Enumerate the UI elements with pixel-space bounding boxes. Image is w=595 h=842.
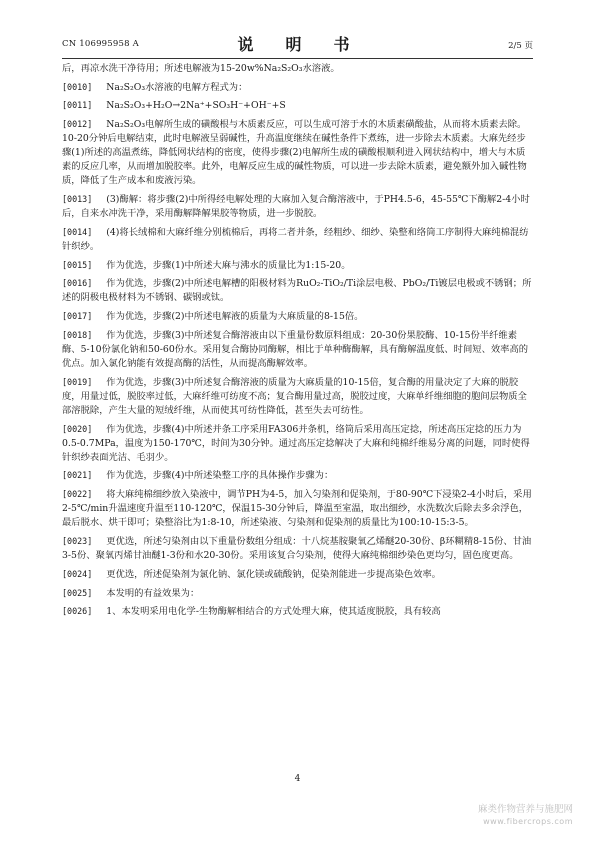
paragraph-text: 1、本发明采用电化学-生物酶解相结合的方式处理大麻，使其适度脱胶，具有较高 <box>106 606 441 618</box>
page-number: 4 <box>294 774 301 784</box>
paragraph-text: Na₂S₂O₃电解所生成的磺酸根与木质素反应，可以生成可溶于水的木质素磺酸盐，从而将木质素去除。10-20分钟后电解结束，此时电解液呈弱碱性，升高温度继续在碱性条件下煮练，进一步除去木质素。大麻先经步骤(1)所述的高温煮练，降低网状结构的密度，使得步骤(2)电解所生成的磺酸根顺利进入网状结构中，增大与木质素的反应几率，从而增加脱胶率。此外，电解反应生成的碱性物质，可以进一步去除木质素，避免额外加入碱性物质，降低了生产成本和废液污染。 <box>62 119 527 187</box>
doc-number: CN 106995958 A <box>62 39 139 49</box>
paragraph <box>62 258 533 273</box>
paragraph <box>62 468 533 483</box>
paragraph <box>62 487 533 530</box>
paragraph-number: [0015] <box>62 259 93 270</box>
site-watermark <box>478 804 573 828</box>
paragraph <box>62 192 533 221</box>
paragraph-text: 更优选，所述促染剂为氯化钠、氯化镁或硫酸钠，促染剂能进一步提高染色效率。 <box>106 568 441 580</box>
paragraph <box>62 98 533 113</box>
watermark-site-name: 麻类作物营养与施肥网 <box>477 804 573 815</box>
paragraph <box>62 534 533 563</box>
paragraph <box>62 225 533 254</box>
paragraph-text: 更优选，所述匀染剂由以下重量份数组分组成：十八烷基胺聚氧乙烯醚20-30份、β环糊精8-15份、甘油3-5份、聚氧丙烯甘油醚1-3份和水20-30份。采用该复合匀染剂，使得大麻纯棉细纱染色更均匀，固色度更高。 <box>62 536 532 562</box>
paragraph-number: [0014] <box>62 226 93 237</box>
paragraph-text: 将大麻纯棉细纱放入染液中，调节PH为4-5，加入匀染剂和促染剂，于80-90℃下浸染2-4小时后，采用2-5℃/min升温速度升温至110-120℃，保温15-30分钟后，降温至室温，取出细纱，水洗数次后除去多余浮色，最后脱水、烘干即可；染整浴比为1:8-10，所述染液、匀染剂和促染剂的质量比为100:10-15:3-5。 <box>62 489 532 529</box>
paragraph-number: [0017] <box>62 311 93 322</box>
paragraph-number: [0024] <box>62 568 93 579</box>
paragraph <box>62 328 533 371</box>
paragraph <box>62 117 533 188</box>
watermark-url: www.fibercrops.com <box>483 817 573 826</box>
paragraph <box>62 422 533 465</box>
paragraph <box>62 309 533 324</box>
paragraph <box>62 276 533 305</box>
paragraph-number: [0010] <box>62 81 93 92</box>
document-body <box>62 62 533 623</box>
paragraph-text: 后，再凉水洗干净待用；所述电解液为15-20w%Na₂S₂O₃水溶液。 <box>62 63 340 74</box>
paragraph-number: [0023] <box>62 536 93 547</box>
page-header <box>62 30 533 56</box>
paragraph-number: [0013] <box>62 194 93 205</box>
paragraph-text: 作为优选，步骤(4)中所述染整工序的具体操作步骤为： <box>106 470 334 482</box>
paragraph-text: 作为优选，步骤(2)中所述电解槽的阳极材料为RuO₂-TiO₂/Ti涂层电极、PbO₂/Ti镀层电极或不锈钢；所述的阴极电极材料为不锈钢、碳钢或钛。 <box>62 278 532 304</box>
paragraph-number: [0025] <box>62 587 93 598</box>
paragraph-number: [0012] <box>62 119 93 130</box>
header-rule <box>62 58 533 59</box>
paragraph <box>62 586 533 601</box>
paragraph-number: [0018] <box>62 329 93 340</box>
paragraph-number: [0021] <box>62 470 93 481</box>
paragraph-number: [0019] <box>62 376 93 387</box>
paragraph-text: 本发明的有益效果为： <box>106 587 200 599</box>
paragraph-text: Na₂S₂O₃+H₂O→2Na⁺+SO₃H⁻+OH⁻+S <box>106 100 286 112</box>
paragraph-text: 作为优选，步骤(3)中所述复合酶溶液的质量为大麻质量的10-15倍，复合酶的用量决定了大麻的脱胶度，用量过低，脱胶率过低，大麻纤维可纺度不高；复合酶用量过高，脱胶过度，大麻单纤维细胞的胞间层物质全部溶脱除，产生大量的短绒纤维，从而使其可纺性降低，甚至失去可纺性。 <box>62 376 527 416</box>
paragraph-number: [0022] <box>62 489 93 500</box>
paragraph <box>62 567 533 582</box>
paragraph <box>62 80 533 95</box>
paragraph-number: [0026] <box>62 606 93 617</box>
paragraph-text: 作为优选，步骤(4)中所述并条工序采用FA306并条机，络筒后采用高压定捻，所述高压定捻的压力为0.5-0.7MPa，温度为150-170℃，时间为30分钟。通过高压定捻解决了大麻和纯棉纤维易分离的问题，同时使得针织纱表面光洁、毛羽少。 <box>62 423 530 463</box>
paragraph-text: (4)将长绒棉和大麻纤维分别梳棉后，再将二者并条，经粗纱、细纱、染整和络筒工序制得大麻纯棉混纺针织纱。 <box>62 226 529 252</box>
paragraph-text: (3)酶解：将步骤(2)中所得经电解处理的大麻加入复合酶溶液中，于PH4.5-6，45-55℃下酶解2-4小时后，自来水冲洗干净，采用酶解降解果胶等物质，进一步脱胶。 <box>62 194 530 220</box>
paragraph-text: 作为优选，步骤(3)中所述复合酶溶液由以下重量份数原料组成：20-30份果胶酶、10-15份半纤维素酶、5-10份氯化钠和50-60份水。采用复合酶协同酶解，相比于单种酶酶解，具有酶解温度低、时间短、效率高的优点。加入氯化钠能有效提高酶的活性，从而提高酶解效率。 <box>62 329 529 370</box>
paragraph-text: 作为优选，步骤(2)中所述电解液的质量为大麻质量的8-15倍。 <box>106 311 364 323</box>
paragraph-text: Na₂S₂O₃水溶液的电解方程式为： <box>106 81 248 93</box>
paragraph-number: [0011] <box>62 100 93 111</box>
page-ratio: 2/5 页 <box>508 41 533 51</box>
paragraph-number: [0016] <box>62 278 93 289</box>
paragraph <box>62 62 533 76</box>
paragraph <box>62 604 533 619</box>
paragraph <box>62 375 533 418</box>
paragraph-number: [0020] <box>62 423 93 434</box>
doc-title: 说 明 书 <box>237 35 358 54</box>
paragraph-text: 作为优选，步骤(1)中所述大麻与沸水的质量比为1:15-20。 <box>106 259 351 271</box>
